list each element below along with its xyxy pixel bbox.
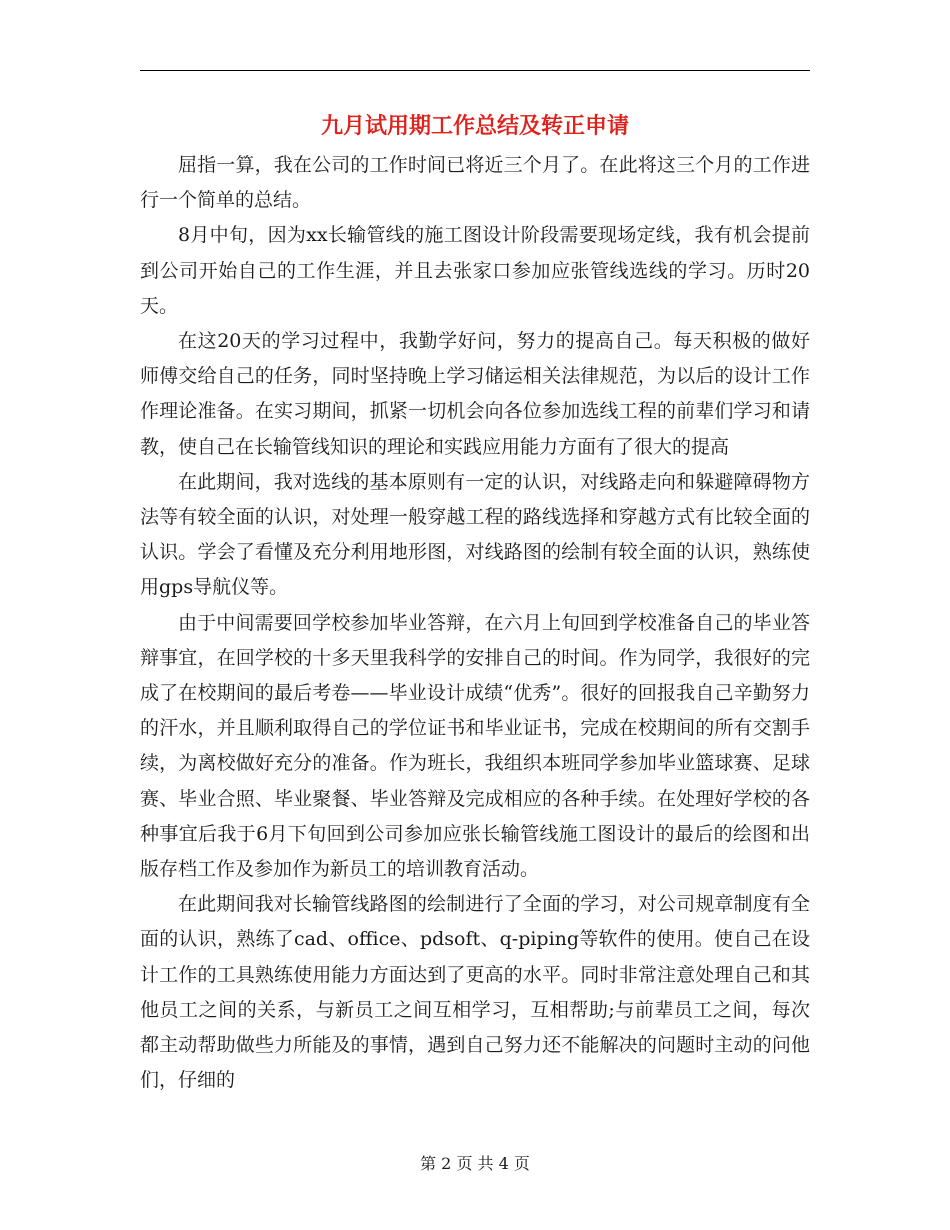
page-number: 第 2 页 共 4 页 <box>420 1154 530 1173</box>
paragraph-2: 8月中旬，因为xx长输管线的施工图设计阶段需要现场定线，我有机会提前到公司开始自己的工作生涯，并且去张家口参加应张管线选线的学习。历时20天。 <box>140 224 810 317</box>
document-body <box>140 148 810 1098</box>
paragraph-3: 在这20天的学习过程中，我勤学好问，努力的提高自己。每天积极的做好师傅交给自己的任务，同时坚持晚上学习储运相关法律规范，为以后的设计工作作理论准备。在实习期间，抓紧一切机会向各位参加选线工程的前辈们学习和请教，使自己在长输管线知识的理论和实践应用能力方面有了很大的提高 <box>140 330 810 458</box>
paragraph-5: 由于中间需要回学校参加毕业答辩，在六月上旬回到学校准备自己的毕业答辩事宜，在回学校的十多天里我科学的安排自己的时间。作为同学，我很好的完成了在校期间的最后考卷——毕业设计成绩“优秀”。很好的回报我自己辛勤努力的汗水，并且顺利取得自己的学位证书和毕业证书，完成在校期间的所有交割手续，为离校做好充分的准备。作为班长，我组织本班同学参加毕业篮球赛、足球赛、毕业合照、毕业聚餐、毕业答辩及完成相应的各种手续。在处理好学校的各种事宜后我于6月下旬回到公司参加应张长输管线施工图设计的最后的绘图和出版存档工作及参加作为新员工的培训教育活动。 <box>140 611 810 881</box>
paragraph-1: 屈指一算，我在公司的工作时间已将近三个月了。在此将这三个月的工作进行一个简单的总结。 <box>140 154 810 212</box>
header-rule <box>140 70 810 71</box>
paragraph-6: 在此期间我对长输管线路图的绘制进行了全面的学习，对公司规章制度有全面的认识，熟练了cad、office、pdsoft、q-piping等软件的使用。使自己在设计工作的工具熟练使用能力方面达到了更高的水平。同时非常注意处理自己和其他员工之间的关系，与新员工之间互相学习，互相帮助;与前辈员工之间，每次都主动帮助做些力所能及的事情，遇到自己努力还不能解决的问题时主动的问他们，仔细的 <box>140 893 810 1092</box>
document-title: 九月试用期工作总结及转正申请 <box>320 113 629 139</box>
paragraph-4: 在此期间，我对选线的基本原则有一定的认识，对线路走向和躲避障碍物方法等有较全面的认识，对处理一般穿越工程的路线选择和穿越方式有比较全面的认识。学会了看懂及充分利用地形图，对线路图的绘制有较全面的认识，熟练使用gps导航仪等。 <box>140 470 810 599</box>
